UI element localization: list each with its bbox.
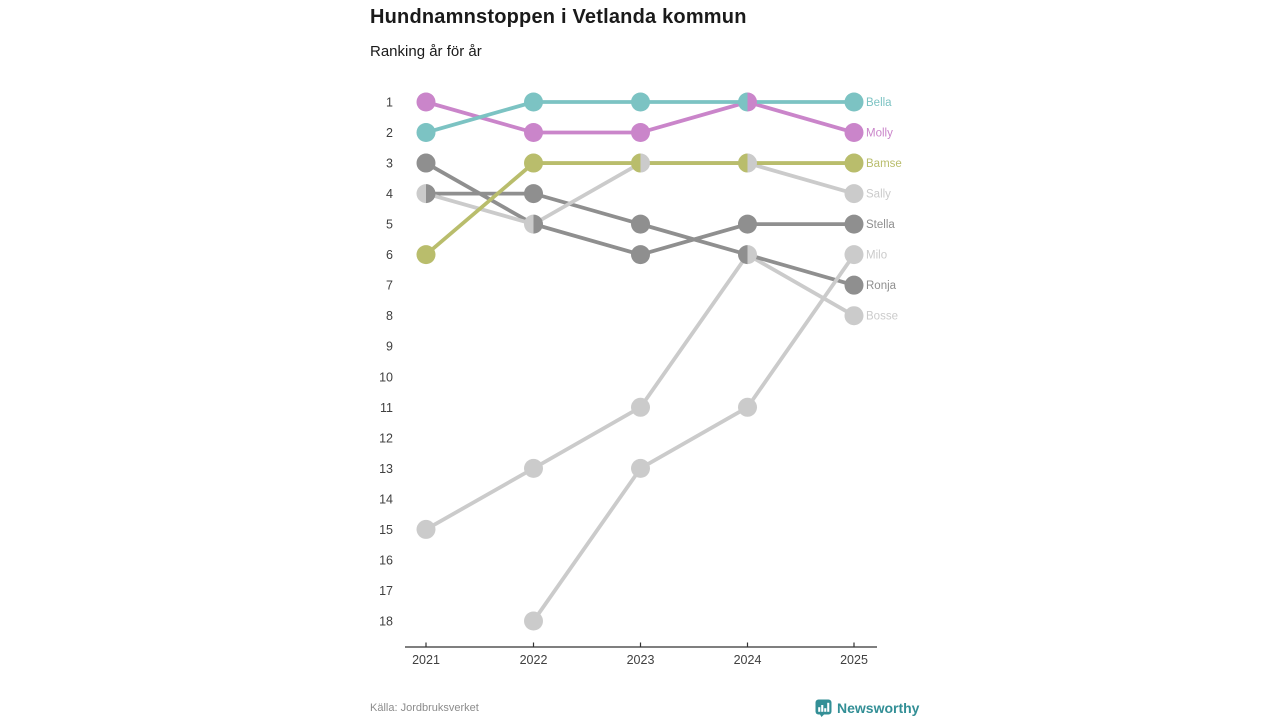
data-point-bella (524, 93, 543, 112)
rank-tick-label: 15 (379, 522, 393, 537)
rank-tick-label: 11 (380, 400, 393, 415)
rank-tick-label: 1 (386, 95, 393, 110)
data-point-stella (738, 215, 757, 234)
data-point-molly (631, 123, 650, 142)
data-point-molly (748, 93, 758, 112)
data-point-bamse (845, 154, 864, 173)
series-label-stella: Stella (866, 219, 895, 232)
data-point-molly (524, 123, 543, 142)
data-point-milo (631, 459, 650, 478)
data-point-bosse (524, 459, 543, 478)
rank-tick-label: 8 (386, 309, 393, 324)
data-point-bamse (738, 154, 747, 173)
data-point-stella (417, 154, 436, 173)
data-point-molly (845, 123, 864, 142)
series-line-bosse (426, 255, 854, 530)
rank-tick-label: 10 (379, 370, 393, 385)
rank-tick-label: 9 (386, 339, 393, 354)
data-point-bamse (417, 245, 436, 264)
data-point-bosse (845, 306, 864, 325)
data-point-ronja (845, 276, 864, 295)
data-point-bamse (524, 154, 543, 173)
data-point-bosse (631, 398, 650, 417)
rank-tick-label: 5 (386, 217, 393, 232)
data-point-bella (631, 93, 650, 112)
rank-tick-label: 16 (379, 553, 393, 568)
data-point-ronja (426, 184, 436, 203)
x-tick-label: 2025 (840, 653, 868, 667)
data-point-milo (845, 245, 864, 264)
rank-tick-label: 18 (379, 614, 393, 629)
source-note: Källa: Jordbruksverket (370, 702, 479, 714)
rank-tick-label: 3 (386, 156, 393, 171)
x-tick-label: 2022 (519, 653, 548, 667)
data-point-sally (641, 154, 650, 173)
data-point-sally (417, 184, 427, 203)
rank-tick-label: 13 (379, 461, 393, 476)
series-label-bosse: Bosse (866, 310, 898, 323)
rank-tick-label: 12 (379, 431, 393, 446)
series-label-sally: Sally (866, 188, 891, 201)
series-label-bella: Bella (866, 97, 892, 109)
data-point-stella (845, 215, 864, 234)
data-point-sally (748, 154, 757, 173)
x-tick-label: 2024 (733, 653, 762, 667)
data-point-bella (738, 93, 748, 112)
series-line-milo (534, 255, 855, 621)
series-line-ronja (426, 194, 854, 286)
data-point-bella (845, 93, 864, 112)
series-label-milo: Milo (866, 249, 888, 262)
chart-subtitle: Ranking år för år (370, 43, 482, 60)
data-point-sally (845, 184, 864, 203)
series-label-molly: Molly (866, 127, 893, 140)
rank-tick-label: 7 (386, 278, 393, 293)
data-point-bosse (417, 520, 436, 539)
data-point-stella (631, 245, 650, 264)
data-point-milo (524, 612, 543, 631)
data-point-milo (738, 398, 757, 417)
rank-tick-label: 4 (386, 187, 393, 202)
newsworthy-logo-icon (815, 699, 832, 717)
data-point-ronja (738, 245, 748, 264)
data-point-ronja (524, 184, 543, 203)
brand-name: Newsworthy (837, 700, 920, 716)
data-point-bella (417, 123, 436, 142)
rank-tick-label: 6 (386, 248, 393, 263)
bump-chart (370, 80, 920, 680)
chart-title: Hundnamnstoppen i Vetlanda kommun (370, 6, 747, 28)
data-point-ronja (631, 215, 650, 234)
rank-tick-label: 17 (379, 583, 393, 598)
x-tick-label: 2021 (412, 653, 440, 667)
series-label-ronja: Ronja (866, 280, 897, 293)
rank-tick-label: 2 (386, 126, 393, 141)
rank-tick-label: 14 (379, 492, 393, 507)
brand-footer (815, 699, 919, 717)
x-tick-label: 2023 (626, 653, 655, 667)
series-label-bamse: Bamse (866, 158, 902, 171)
data-point-molly (417, 93, 436, 112)
